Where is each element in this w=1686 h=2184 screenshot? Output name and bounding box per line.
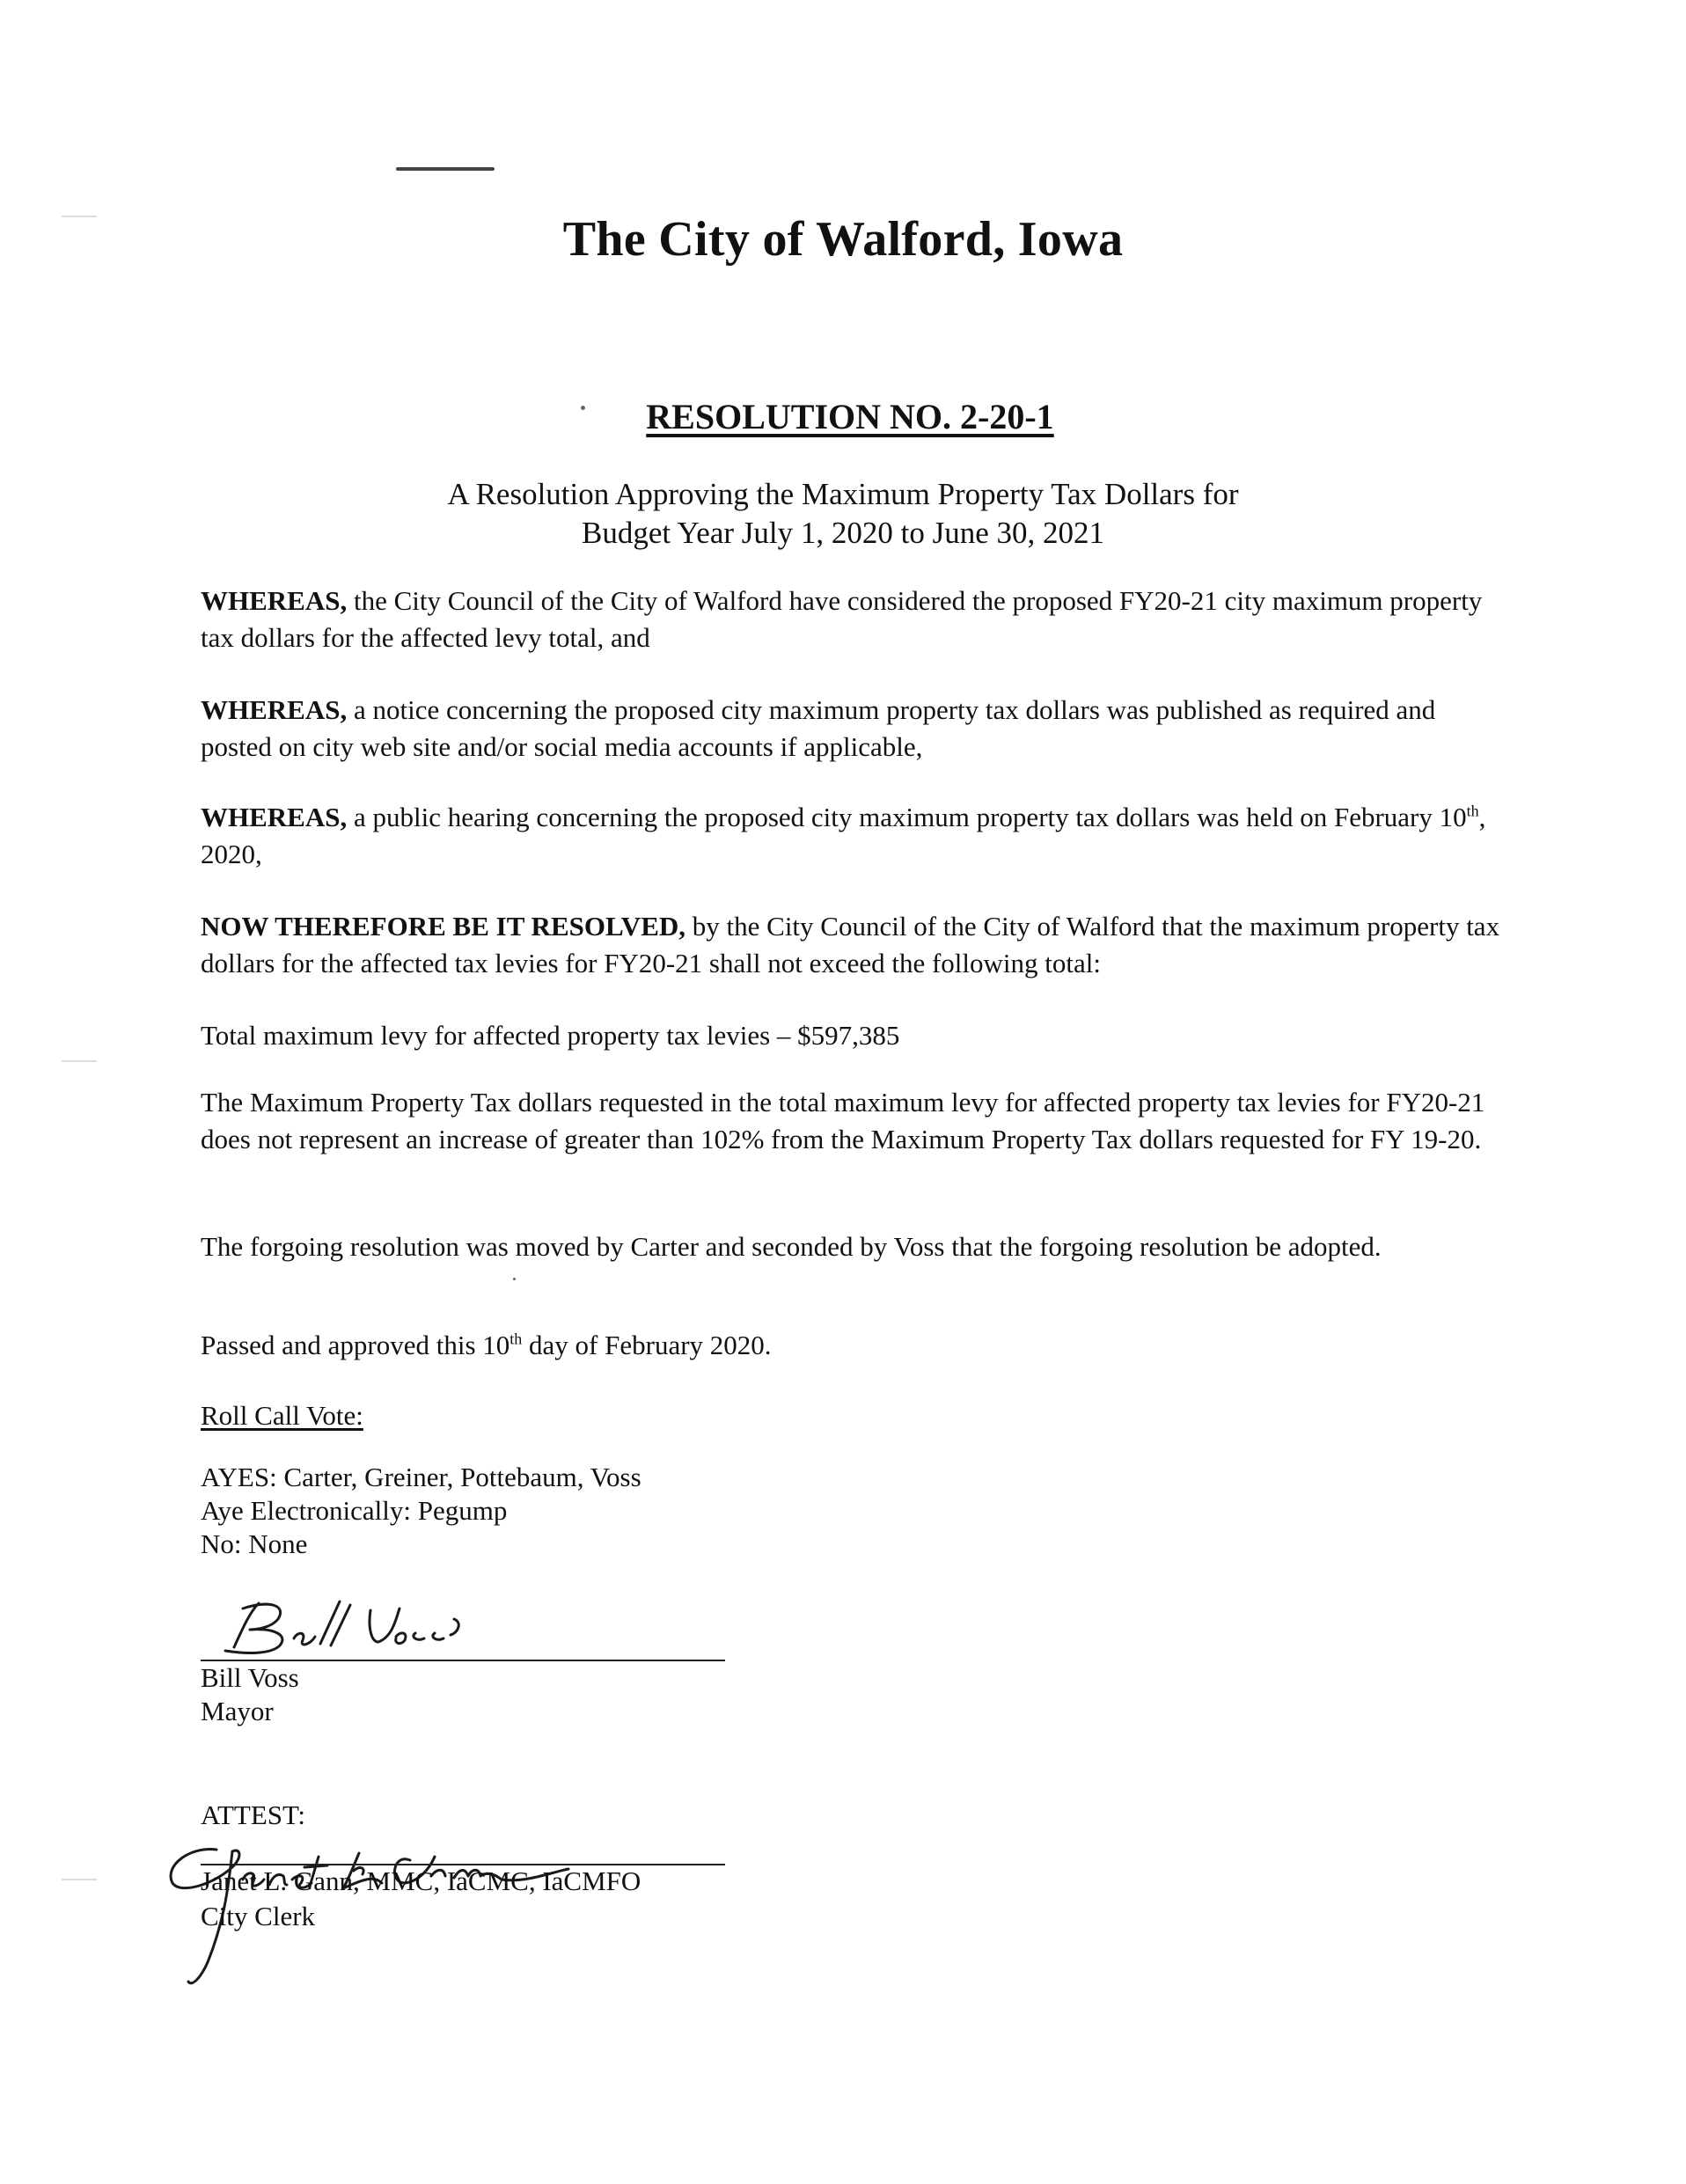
mayor-name: Bill Voss — [201, 1662, 299, 1693]
passed-statement — [201, 1327, 1512, 1364]
scan-mark — [396, 167, 495, 171]
vote-results — [201, 1461, 1512, 1561]
ayes-line: AYES: Carter, Greiner, Pottebaum, Voss — [201, 1462, 641, 1492]
total-levy-line: Total maximum levy for affected property tax levies – $597,385 — [201, 1020, 900, 1051]
paragraph-text: by the City Council of the City of Walford that the maximum property tax dollars for the affected tax levies for FY20-21 shall not exceed the following total: — [201, 911, 1500, 978]
subtitle-line-2: Budget Year July 1, 2020 to June 30, 2021 — [581, 516, 1105, 550]
resolved-paragraph — [201, 908, 1512, 982]
whereas-paragraph-2 — [201, 692, 1512, 766]
scan-margin-mark — [62, 1879, 97, 1880]
scan-speck — [513, 1278, 516, 1280]
resolution-number: RESOLUTION NO. 2-20-1 — [646, 397, 1054, 436]
whereas-paragraph-1 — [201, 583, 1512, 656]
clerk-title: City Clerk — [201, 1901, 316, 1931]
roll-call-heading — [201, 1397, 1512, 1434]
scan-margin-mark — [62, 1060, 97, 1062]
page-title: The City of Walford, Iowa — [562, 212, 1124, 267]
paragraph-text-tail: , 2020, — [201, 802, 1486, 869]
no-line: No: None — [201, 1528, 308, 1559]
subtitle-line-1: A Resolution Approving the Maximum Property Tax Dollars for — [447, 477, 1239, 511]
mayor-block — [201, 1661, 1512, 1728]
clerk-name: Janet L. Gann, MMC, IaCMC, IaCMFO — [201, 1865, 641, 1896]
increase-statement: The Maximum Property Tax dollars requested in the total maximum levy for affected property tax levies for FY20-21 does not represent an increase of greater than 102% from the Maximum Property Tax dollars requested for FY 19-20. — [201, 1087, 1485, 1154]
aye-electronic-line: Aye Electronically: Pegump — [201, 1495, 508, 1526]
attest-label: ATTEST: — [201, 1799, 306, 1830]
whereas-lead: WHEREAS, — [201, 694, 348, 725]
paragraph-text: a notice concerning the proposed city maximum property tax dollars was published as required and posted on city web site and/or social media accounts if applicable, — [201, 694, 1436, 762]
motion-statement: The forgoing resolution was moved by Carter and seconded by Voss that the forgoing resolution be adopted. — [201, 1231, 1382, 1262]
paragraph-text-tail: day of February 2020. — [522, 1330, 772, 1360]
resolution-subtitle — [0, 475, 1686, 553]
paragraph-text: Passed and approved this 10 — [201, 1330, 510, 1360]
roll-call-label: Roll Call Vote: — [201, 1400, 363, 1431]
paragraph-text: a public hearing concerning the proposed city maximum property tax dollars was held on February 10 — [347, 802, 1467, 832]
ordinal-suffix: th — [509, 1330, 523, 1348]
ordinal-suffix: th — [1466, 802, 1479, 820]
whereas-lead: WHEREAS, — [201, 585, 348, 616]
clerk-block — [201, 1864, 1512, 1934]
mayor-title: Mayor — [201, 1696, 274, 1726]
mayor-signature — [208, 1593, 489, 1663]
whereas-paragraph-3 — [201, 799, 1512, 873]
paragraph-text: the City Council of the City of Walford have considered the proposed FY20-21 city maximum property tax dollars for the affected levy total, and — [201, 585, 1483, 653]
resolved-lead: NOW THEREFORE BE IT RESOLVED, — [201, 911, 686, 942]
whereas-lead: WHEREAS, — [201, 802, 348, 832]
